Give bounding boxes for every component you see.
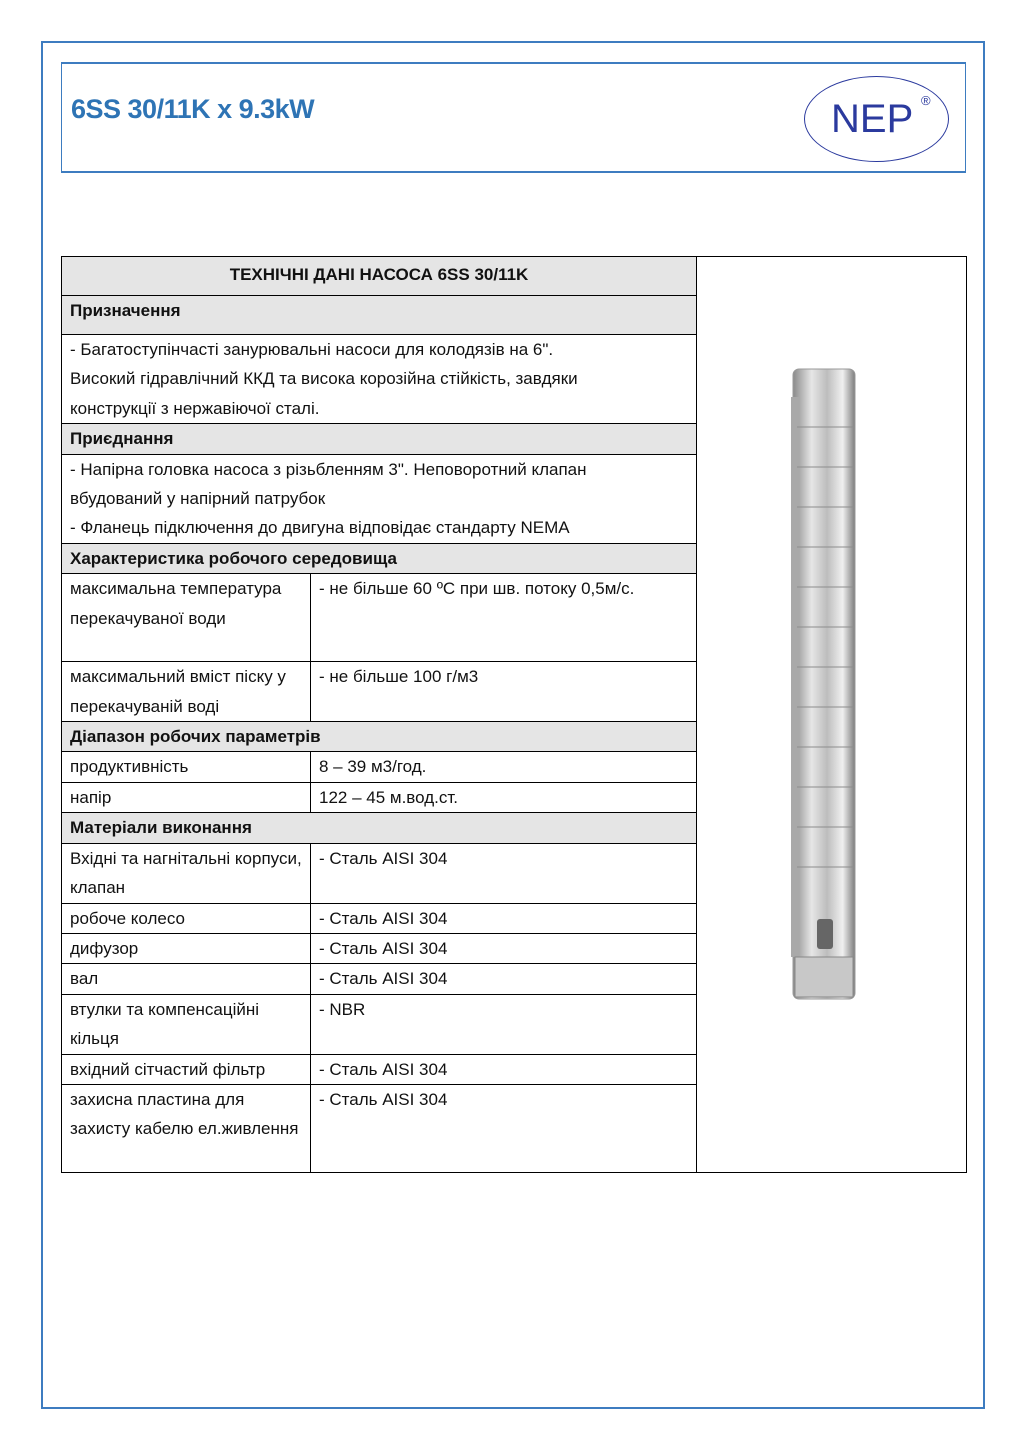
text-line: - Багатоступінчасті занурювальні насоси для колодязів на 6". — [70, 340, 554, 359]
section-range: Діапазон робочих параметрів — [62, 722, 697, 752]
row-value: - Сталь AISI 304 — [311, 843, 697, 903]
row-value: 8 – 39 м3/год. — [311, 752, 697, 782]
row-label: дифузор — [62, 933, 311, 963]
row-label: максимальна температура перекачуваної води — [62, 574, 311, 662]
pump-illustration — [697, 257, 965, 1160]
row-value: - не більше 60 ºС при шв. потоку 0,5м/с. — [311, 574, 697, 662]
row-value: 122 – 45 м.вод.ст. — [311, 782, 697, 812]
section-materials: Матеріали виконання — [62, 813, 697, 843]
section-connection: Приєднання — [62, 424, 697, 454]
logo-text: NEP — [831, 97, 914, 141]
text-line: - Напірна головка насоса з різьбленням 3". Неповоротний клапан — [70, 459, 587, 479]
table-title: ТЕХНІЧНІ ДАНІ НАСОСА 6SS 30/11K — [62, 257, 697, 296]
header-box — [61, 62, 966, 173]
logo-mark: ® — [921, 93, 931, 108]
row-value: - NBR — [311, 994, 697, 1054]
pump-image — [697, 257, 967, 1173]
spec-table — [61, 256, 967, 1173]
section-purpose: Призначення — [62, 296, 697, 335]
section-medium: Характеристика робочого середовища — [62, 543, 697, 573]
text-line: - Фланець підключення до двигуна відповідає стандарту NEMA — [70, 518, 570, 538]
row-value: - Сталь AISI 304 — [311, 1054, 697, 1084]
row-label: захисна пластина для захисту кабелю ел.живлення — [62, 1084, 311, 1172]
row-label: продуктивність — [62, 752, 311, 782]
row-label: вал — [62, 964, 311, 994]
row-value: - Сталь AISI 304 — [311, 903, 697, 933]
row-value: - не більше 100 г/м3 — [311, 662, 697, 722]
row-label: Вхідні та нагнітальні корпуси, клапан — [62, 843, 311, 903]
row-value: - Сталь AISI 304 — [311, 964, 697, 994]
row-label: вхідний сітчастий фільтр — [62, 1054, 311, 1084]
nep-logo — [804, 76, 949, 162]
row-label: напір — [62, 782, 311, 812]
row-value: - Сталь AISI 304 — [311, 933, 697, 963]
row-label: робоче колесо — [62, 903, 311, 933]
connection-text — [62, 454, 697, 543]
row-value: - Сталь AISI 304 — [311, 1084, 697, 1172]
text-line: Високий гідравлічний ККД та висока корозійна стійкість, завдяки — [70, 369, 578, 389]
text-line: вбудований у напірний патрубок — [70, 489, 326, 509]
row-label: втулки та компенсаційні кільця — [62, 994, 311, 1054]
page-title: 6SS 30/11K x 9.3kW — [71, 94, 315, 124]
purpose-text — [62, 335, 697, 424]
text-line: конструкції з нержавіючої сталі. — [70, 398, 320, 418]
row-label: максимальний вміст піску у перекачуваній воді — [62, 662, 311, 722]
